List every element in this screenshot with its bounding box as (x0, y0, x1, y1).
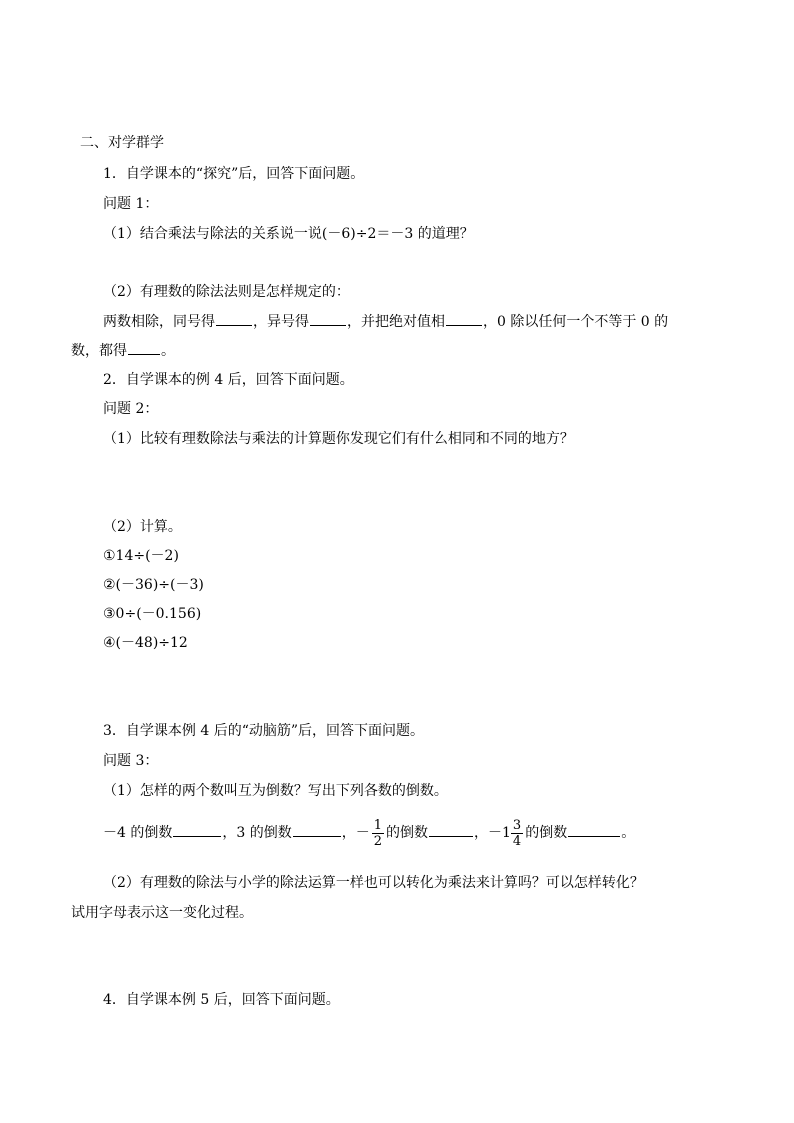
calc-item: ①14÷(－2) (103, 548, 179, 564)
recip-text-b: ，3 的倒数 (222, 825, 292, 841)
item1-part1: （1）结合乘法与除法的关系说一说(－6)÷2＝－3 的道理？ (103, 226, 474, 242)
item1-rule-line (103, 312, 668, 332)
item1-part2: （2）有理数的除法法则是怎样规定的： (103, 284, 350, 300)
item3-part2: （2）有理数的除法与小学的除法运算一样也可以转化为乘法来计算吗？可以怎样转化？ (103, 875, 644, 891)
item2-part1: （1）比较有理数除法与乘法的计算题你发现它们有什么相同和不同的地方？ (103, 431, 574, 447)
item1-question-label: 问题 1： (103, 196, 159, 212)
blank-recip-half[interactable] (429, 823, 473, 837)
item2-part2: （2）计算。 (103, 519, 182, 535)
rule-text-b: ，异号得 (253, 314, 309, 330)
reciprocal-line (103, 812, 635, 854)
recip-text-g: 。 (621, 825, 636, 841)
fraction-one-half (372, 818, 384, 849)
rule-text-f: 。 (161, 343, 175, 359)
fraction-numerator: 1 (373, 817, 382, 833)
recip-text-d: 的倒数 (386, 825, 428, 841)
blank-recip-mixed[interactable] (568, 823, 620, 837)
item4-heading: 4．自学课本例 5 后，回答下面问题。 (103, 992, 340, 1008)
blank-same-sign[interactable] (216, 312, 252, 326)
section-title: 二、对学群学 (80, 135, 164, 151)
blank-diff-sign[interactable] (310, 312, 346, 326)
item2-heading: 2．自学课本的例 4 后，回答下面问题。 (103, 372, 354, 388)
fraction-denominator: 2 (373, 833, 382, 849)
item1-rule-line2 (71, 341, 175, 361)
blank-zero-result[interactable] (128, 341, 160, 355)
item3-heading: 3．自学课本例 4 后的“动脑筋”后，回答下面问题。 (103, 723, 425, 739)
item1-heading: 1．自学课本的“探究”后，回答下面问题。 (103, 166, 365, 182)
rule-text-c: ，并把绝对值相 (347, 314, 445, 330)
rule-text-e: 数，都得 (71, 343, 127, 359)
item3-part1: （1）怎样的两个数叫互为倒数？写出下列各数的倒数。 (103, 783, 448, 799)
rule-text-a: 两数相除，同号得 (103, 314, 215, 330)
fraction-three-quarters (511, 818, 523, 849)
fraction-denominator: 4 (512, 833, 522, 849)
blank-recip-neg4[interactable] (173, 823, 221, 837)
fraction-numerator: 3 (512, 817, 522, 833)
recip-text-e: ，－1 (474, 825, 511, 841)
item3-question-label: 问题 3： (103, 753, 159, 769)
calc-item: ②(－36)÷(－3) (103, 577, 204, 593)
recip-text-c: ，－ (341, 825, 370, 841)
blank-abs-value[interactable] (446, 312, 482, 326)
rule-text-d: ，0 除以任何一个不等于 0 的 (483, 314, 669, 330)
item3-part2-cont: 试用字母表示这一变化过程。 (71, 905, 253, 921)
item2-question-label: 问题 2： (103, 401, 159, 417)
blank-recip-3[interactable] (293, 823, 341, 837)
recip-text-f: 的倒数 (525, 825, 568, 841)
calc-item: ③0÷(－0.156) (103, 606, 202, 622)
calc-item: ④(－48)÷12 (103, 635, 188, 651)
recip-text-a: －4 的倒数 (103, 825, 173, 841)
